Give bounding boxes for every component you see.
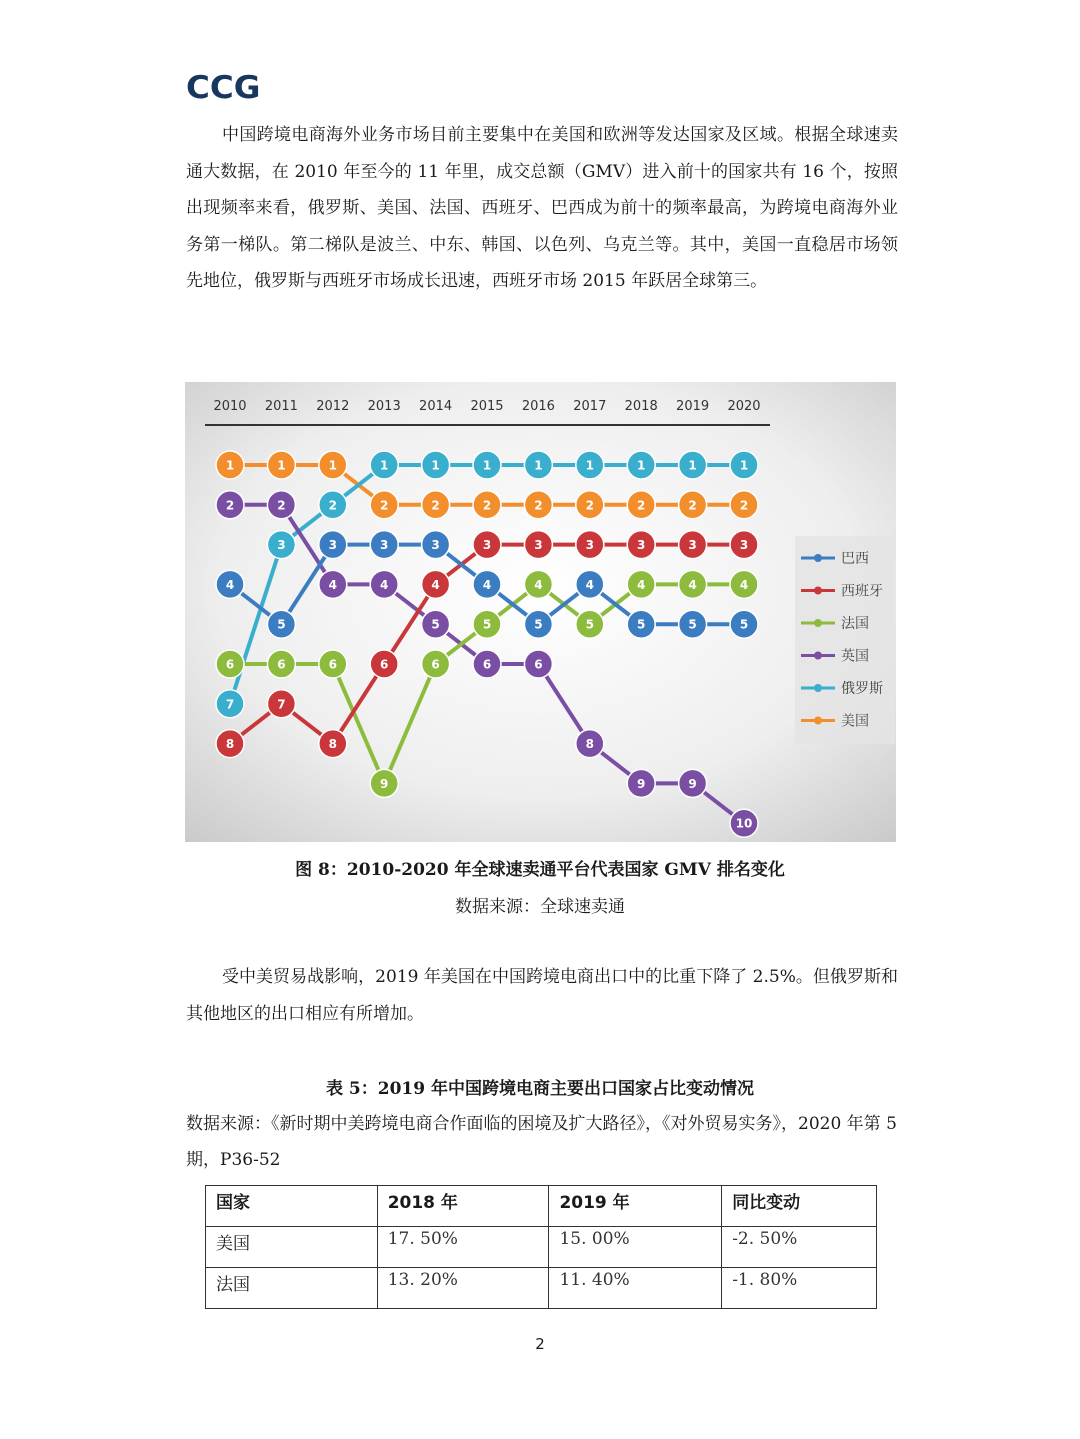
- rank-label: 2: [431, 498, 440, 513]
- rank-point: [370, 570, 398, 598]
- rank-point: [267, 650, 295, 678]
- rank-label: 5: [739, 617, 749, 632]
- rank-point: [422, 491, 450, 519]
- x-tick-label: 2015: [470, 399, 504, 414]
- rank-point: [473, 570, 501, 598]
- cell-2019: 11. 40%: [549, 1268, 722, 1309]
- rank-label: 4: [225, 577, 235, 592]
- rank-point: [730, 451, 758, 479]
- header-2019: 2019 年: [549, 1186, 722, 1227]
- rank-label: 2: [328, 498, 337, 513]
- rank-point: [627, 491, 655, 519]
- rank-point: [216, 690, 244, 718]
- x-tick-label: 2020: [727, 399, 761, 414]
- rank-label: 1: [637, 458, 646, 473]
- rank-label: 6: [277, 657, 286, 672]
- cell-2019: 15. 00%: [549, 1227, 722, 1268]
- rank-label: 5: [637, 617, 646, 632]
- rank-label: 1: [585, 458, 594, 473]
- x-tick-label: 2013: [367, 399, 401, 414]
- rank-point: [524, 650, 552, 678]
- rank-label: 3: [482, 538, 492, 553]
- rank-label: 2: [380, 498, 389, 513]
- rank-label: 3: [739, 538, 749, 553]
- x-tick-label: 2010: [213, 399, 247, 414]
- rank-point: [319, 531, 347, 559]
- rank-point: [319, 491, 347, 519]
- header-2018: 2018 年: [377, 1186, 549, 1227]
- rank-point: [370, 650, 398, 678]
- rank-point: [267, 690, 295, 718]
- rank-point: [370, 531, 398, 559]
- rank-label: 1: [380, 458, 389, 473]
- rank-point: [730, 610, 758, 638]
- rank-label: 1: [431, 458, 440, 473]
- rank-label: 1: [688, 458, 697, 473]
- rank-point: [730, 531, 758, 559]
- legend-label: 巴西: [841, 551, 869, 567]
- rank-label: 1: [225, 458, 235, 473]
- rank-label: 4: [482, 577, 492, 592]
- rank-label: 4: [431, 577, 440, 592]
- rank-point: [524, 451, 552, 479]
- rank-point: [422, 451, 450, 479]
- rank-label: 3: [688, 538, 697, 553]
- cell-country: 美国: [206, 1227, 378, 1268]
- figure-source: 数据来源：全球速卖通: [455, 897, 625, 917]
- rank-point: [679, 570, 707, 598]
- rank-point: [216, 650, 244, 678]
- rank-point: [267, 451, 295, 479]
- rank-point: [473, 451, 501, 479]
- rank-label: 3: [277, 538, 286, 553]
- rank-point: [216, 570, 244, 598]
- header-country: 国家: [206, 1186, 378, 1227]
- rank-label: 2: [637, 498, 646, 513]
- rank-point: [524, 570, 552, 598]
- rank-label: 2: [277, 498, 286, 513]
- rank-label: 3: [637, 538, 646, 553]
- rank-point: [730, 809, 758, 837]
- rank-label: 6: [431, 657, 440, 672]
- rank-label: 5: [534, 617, 543, 632]
- rank-point: [473, 610, 501, 638]
- rank-label: 8: [225, 737, 235, 752]
- rank-point: [319, 730, 347, 758]
- rank-point: [422, 610, 450, 638]
- rank-point: [679, 491, 707, 519]
- rank-point: [267, 491, 295, 519]
- rank-point: [267, 610, 295, 638]
- rank-point: [422, 531, 450, 559]
- legend-label: 俄罗斯: [841, 681, 883, 697]
- rank-point: [524, 491, 552, 519]
- rank-point: [370, 491, 398, 519]
- header-yoy-change: 同比变动: [722, 1186, 877, 1227]
- rank-point: [473, 491, 501, 519]
- rank-label: 3: [431, 538, 440, 553]
- cell-change: -1. 80%: [722, 1268, 877, 1309]
- rank-label: 1: [534, 458, 543, 473]
- rank-label: 4: [637, 577, 646, 592]
- ccg-logo: CCG: [186, 70, 261, 106]
- rank-label: 5: [431, 617, 440, 632]
- rank-label: 4: [534, 577, 543, 592]
- rank-point: [319, 570, 347, 598]
- x-tick-label: 2011: [264, 399, 298, 414]
- cell-country: 法国: [206, 1268, 378, 1309]
- figure-caption: 图 8：2010-2020 年全球速卖通平台代表国家 GMV 排名变化: [295, 860, 785, 880]
- rank-label: 6: [482, 657, 492, 672]
- rank-point: [627, 531, 655, 559]
- rank-point: [524, 531, 552, 559]
- rank-point: [576, 610, 604, 638]
- legend-label: 美国: [841, 713, 869, 730]
- table-row: [206, 1268, 877, 1309]
- rank-label: 2: [482, 498, 492, 513]
- rank-point: [319, 451, 347, 479]
- rank-label: 5: [277, 617, 286, 632]
- rank-point: [679, 769, 707, 797]
- x-tick-label: 2012: [316, 399, 350, 414]
- rank-label: 8: [328, 737, 337, 752]
- rank-label: 5: [482, 617, 492, 632]
- rank-point: [319, 650, 347, 678]
- rank-point: [576, 570, 604, 598]
- rank-point: [679, 610, 707, 638]
- rank-label: 2: [739, 498, 749, 513]
- rank-label: 4: [688, 577, 697, 592]
- rank-label: 4: [328, 577, 337, 592]
- rank-point: [627, 451, 655, 479]
- rank-label: 6: [380, 657, 389, 672]
- rank-point: [473, 650, 501, 678]
- rank-label: 5: [688, 617, 697, 632]
- rank-label: 2: [688, 498, 697, 513]
- x-tick-label: 2019: [676, 399, 710, 414]
- rank-point: [679, 531, 707, 559]
- rank-label: 1: [739, 458, 749, 473]
- cell-change: -2. 50%: [722, 1227, 877, 1268]
- rank-label: 3: [585, 538, 594, 553]
- rank-label: 2: [225, 498, 235, 513]
- rank-point: [216, 451, 244, 479]
- rank-label: 7: [277, 697, 286, 712]
- trade-war-paragraph: 受中美贸易战影响，2019 年美国在中国跨境电商出口中的比重下降了 2.5%。但俄罗斯和其他地区的出口相应有所增加。: [186, 967, 898, 1024]
- cell-2018: 13. 20%: [377, 1268, 549, 1309]
- rank-label: 10: [735, 816, 753, 831]
- rank-point: [370, 451, 398, 479]
- rank-point: [679, 451, 707, 479]
- rank-label: 1: [277, 458, 286, 473]
- rank-label: 2: [534, 498, 543, 513]
- x-tick-label: 2017: [573, 399, 607, 414]
- rank-point: [267, 531, 295, 559]
- rank-point: [627, 570, 655, 598]
- rank-label: 8: [585, 737, 594, 752]
- legend-label: 法国: [841, 616, 869, 632]
- rank-label: 1: [328, 458, 337, 473]
- rank-point: [524, 610, 552, 638]
- table-row: [206, 1227, 877, 1268]
- rank-point: [627, 610, 655, 638]
- rank-label: 3: [380, 538, 389, 553]
- x-tick-label: 2014: [419, 399, 453, 414]
- rank-point: [576, 730, 604, 758]
- x-tick-label: 2016: [521, 399, 555, 414]
- rank-label: 6: [225, 657, 235, 672]
- rank-label: 9: [688, 776, 697, 791]
- rank-label: 9: [637, 776, 646, 791]
- table-header-row: [206, 1186, 877, 1227]
- legend-label: 西班牙: [841, 583, 883, 600]
- table-caption: 表 5：2019 年中国跨境电商主要出口国家占比变动情况: [326, 1079, 754, 1099]
- rank-label: 4: [585, 577, 594, 592]
- rank-label: 3: [534, 538, 543, 553]
- rank-label: 4: [380, 577, 389, 592]
- gmv-rank-chart: [185, 382, 896, 842]
- rank-label: 3: [328, 538, 337, 553]
- intro-paragraph: 中国跨境电商海外业务市场目前主要集中在美国和欧洲等发达国家及区域。根据全球速卖通大数据，在 2010 年至今的 11 年里，成交总额（GMV）进入前十的国家共有 16 个，按照出现频率来看，俄罗斯、美国、法国、西班牙、巴西成为前十的频率最高，为跨境电商海外业务第一梯队。第二梯队是波兰、中东、韩国、以色列、乌克兰等。其中，美国一直稳居市场领先地位，俄罗斯与西班牙市场成长迅速，西班牙市场 2015 年跃居全球第三。: [186, 125, 898, 292]
- rank-point: [422, 570, 450, 598]
- x-tick-label: 2018: [624, 399, 658, 414]
- export-share-table: [205, 1185, 877, 1309]
- table-source: 数据来源：《新时期中美跨境电商合作面临的困境及扩大路径》，《对外贸易实务》，2020 年第 5 期，P36-52: [186, 1114, 897, 1170]
- rank-point: [370, 769, 398, 797]
- rank-label: 6: [534, 657, 543, 672]
- rank-point: [576, 531, 604, 559]
- rank-label: 2: [585, 498, 594, 513]
- rank-point: [216, 491, 244, 519]
- page-number: 2: [535, 1335, 545, 1353]
- rank-label: 5: [585, 617, 594, 632]
- rank-point: [730, 491, 758, 519]
- rank-point: [422, 650, 450, 678]
- rank-point: [216, 730, 244, 758]
- rank-point: [473, 531, 501, 559]
- cell-2018: 17. 50%: [377, 1227, 549, 1268]
- rank-point: [576, 451, 604, 479]
- rank-point: [576, 491, 604, 519]
- rank-label: 6: [328, 657, 337, 672]
- rank-point: [627, 769, 655, 797]
- rank-label: 7: [225, 697, 235, 712]
- rank-label: 1: [482, 458, 492, 473]
- rank-label: 9: [380, 776, 389, 791]
- rank-point: [730, 570, 758, 598]
- rank-label: 4: [739, 577, 749, 592]
- legend-label: 英国: [841, 648, 869, 665]
